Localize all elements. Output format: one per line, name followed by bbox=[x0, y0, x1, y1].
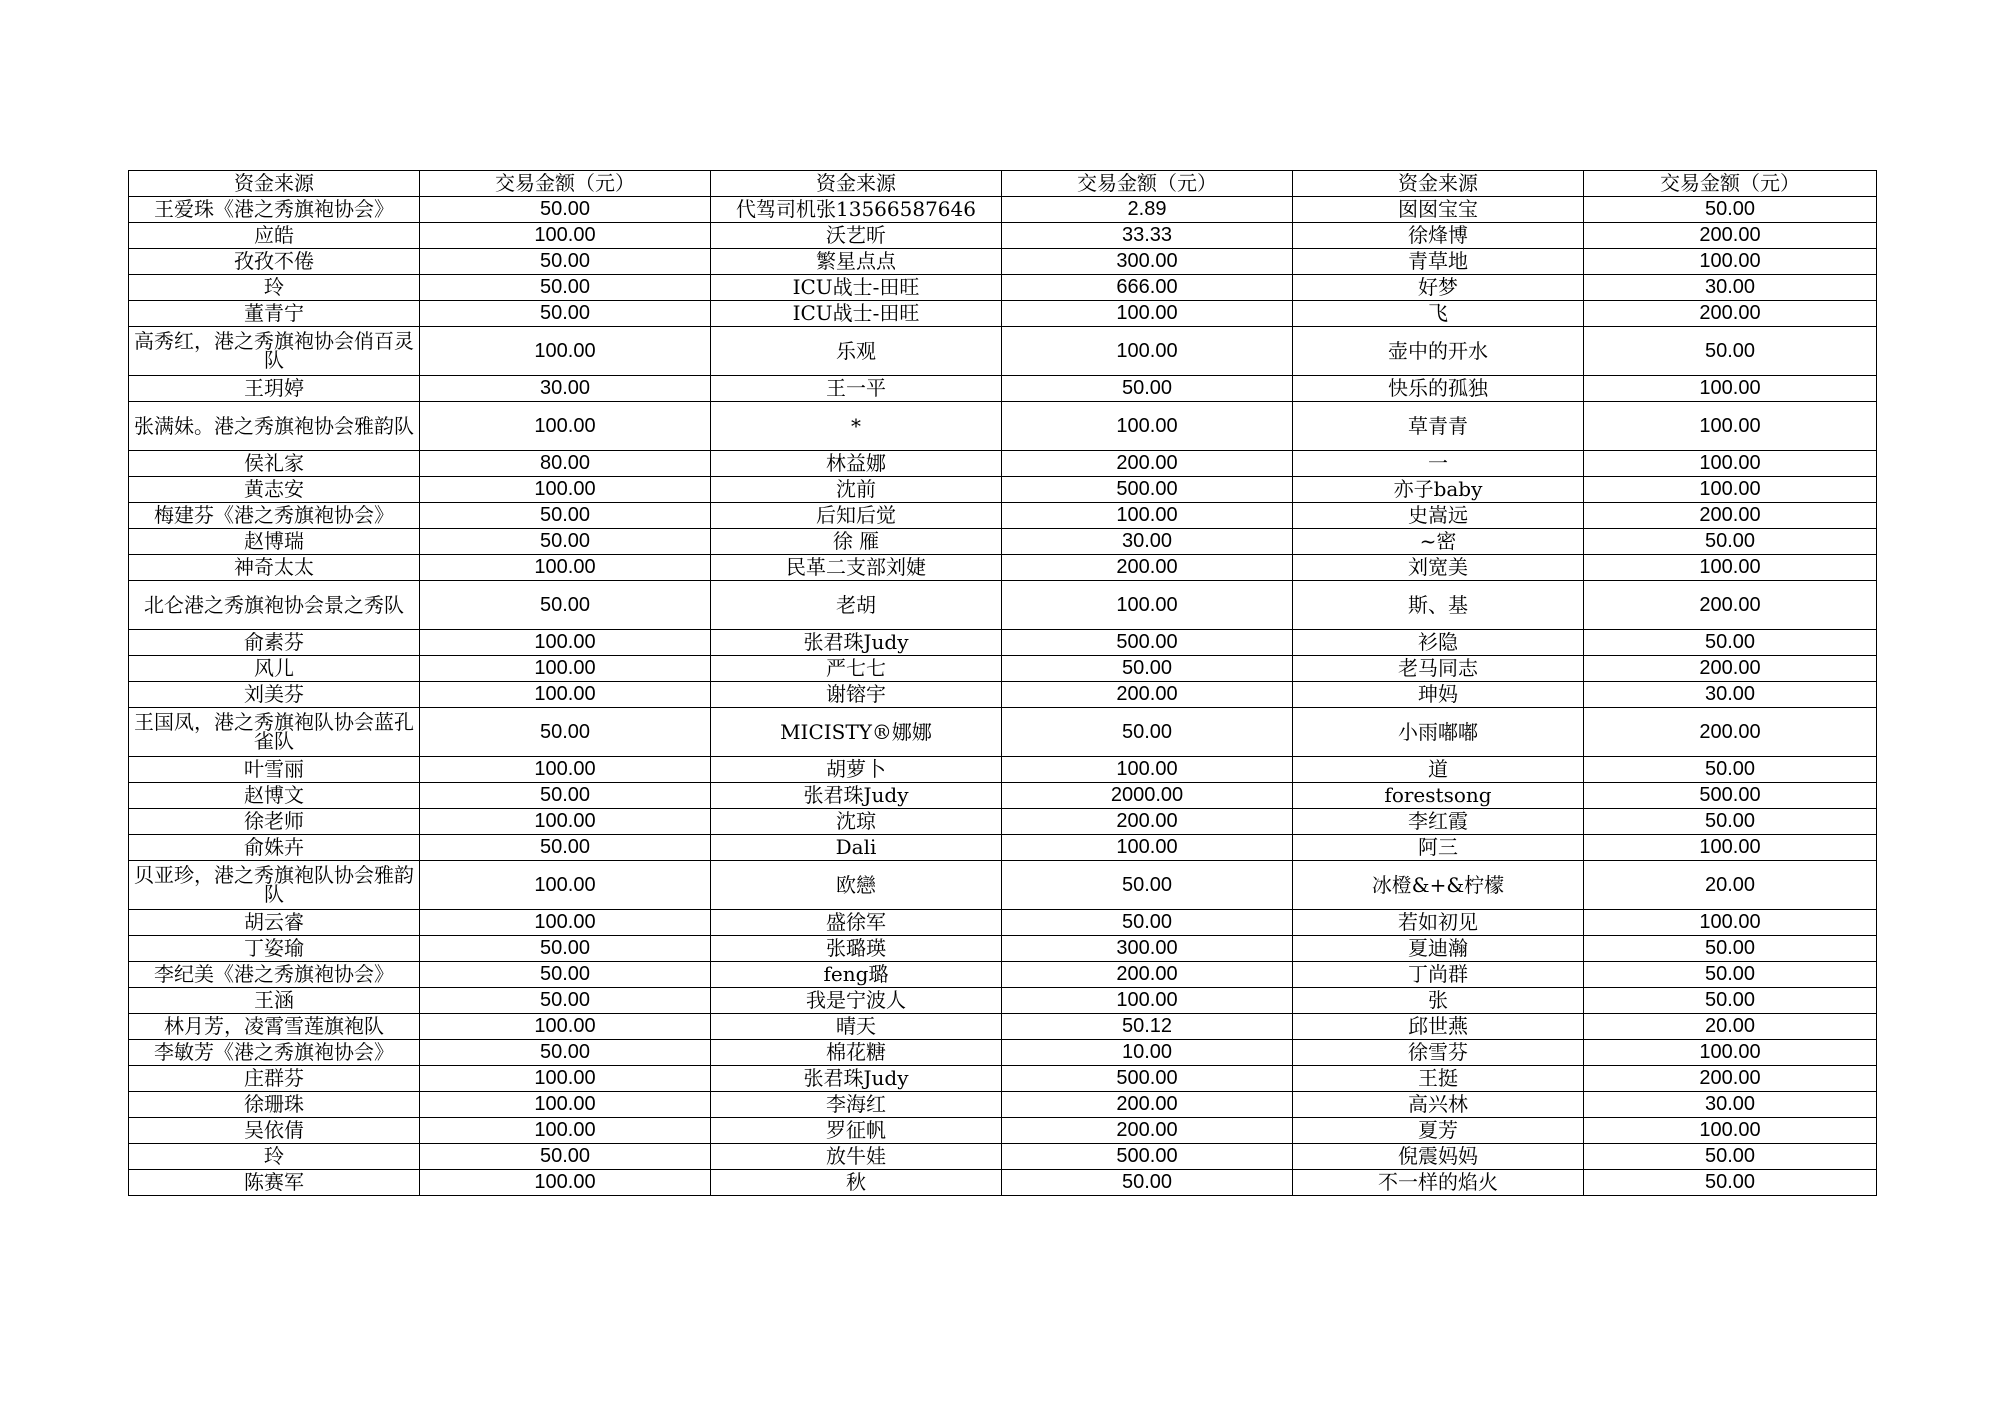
cell-source-2: ICU战士-田旺 bbox=[711, 275, 1002, 301]
header-source-3: 资金来源 bbox=[1293, 171, 1584, 197]
cell-source-2: 乐观 bbox=[711, 327, 1002, 376]
cell-source-1: 神奇太太 bbox=[129, 555, 420, 581]
cell-amount-1: 100.00 bbox=[420, 555, 711, 581]
table-row bbox=[129, 1014, 1877, 1040]
cell-amount-1: 50.00 bbox=[420, 1040, 711, 1066]
cell-amount-2: 100.00 bbox=[1002, 988, 1293, 1014]
table-row bbox=[129, 197, 1877, 223]
cell-amount-2: 50.00 bbox=[1002, 910, 1293, 936]
cell-source-2: 沈琼 bbox=[711, 809, 1002, 835]
cell-amount-3: 30.00 bbox=[1584, 682, 1877, 708]
cell-source-3: 斯、基 bbox=[1293, 581, 1584, 630]
cell-amount-1: 100.00 bbox=[420, 682, 711, 708]
cell-amount-3: 50.00 bbox=[1584, 809, 1877, 835]
cell-source-3: forestsong bbox=[1293, 783, 1584, 809]
cell-amount-3: 100.00 bbox=[1584, 1040, 1877, 1066]
cell-source-1: 贝亚珍，港之秀旗袍队协会雅韵队 bbox=[129, 861, 420, 910]
cell-source-1: 王爱珠《港之秀旗袍协会》 bbox=[129, 197, 420, 223]
cell-source-1: 赵博瑞 bbox=[129, 529, 420, 555]
cell-source-3: 道 bbox=[1293, 757, 1584, 783]
cell-amount-1: 50.00 bbox=[420, 301, 711, 327]
cell-amount-1: 50.00 bbox=[420, 1144, 711, 1170]
cell-amount-3: 50.00 bbox=[1584, 197, 1877, 223]
cell-source-1: 庄群芬 bbox=[129, 1066, 420, 1092]
cell-amount-2: 50.00 bbox=[1002, 1170, 1293, 1196]
table-row bbox=[129, 1092, 1877, 1118]
cell-amount-2: 200.00 bbox=[1002, 1118, 1293, 1144]
cell-source-3: 衫隐 bbox=[1293, 630, 1584, 656]
cell-amount-2: 100.00 bbox=[1002, 757, 1293, 783]
cell-source-2: 沃艺昕 bbox=[711, 223, 1002, 249]
header-amount-1: 交易金额（元） bbox=[420, 171, 711, 197]
cell-amount-3: 200.00 bbox=[1584, 503, 1877, 529]
cell-source-3: 夏迪瀚 bbox=[1293, 936, 1584, 962]
donation-table bbox=[128, 170, 1877, 1196]
cell-source-2: 棉花糖 bbox=[711, 1040, 1002, 1066]
cell-source-1: 吴依倩 bbox=[129, 1118, 420, 1144]
cell-amount-3: 20.00 bbox=[1584, 1014, 1877, 1040]
cell-amount-3: 100.00 bbox=[1584, 1118, 1877, 1144]
table-row bbox=[129, 861, 1877, 910]
header-source-1: 资金来源 bbox=[129, 171, 420, 197]
cell-source-2: MICISTY®娜娜 bbox=[711, 708, 1002, 757]
table-row bbox=[129, 249, 1877, 275]
cell-source-2: 后知后觉 bbox=[711, 503, 1002, 529]
cell-source-2: 繁星点点 bbox=[711, 249, 1002, 275]
cell-amount-1: 100.00 bbox=[420, 477, 711, 503]
cell-source-2: 晴天 bbox=[711, 1014, 1002, 1040]
cell-amount-1: 100.00 bbox=[420, 861, 711, 910]
cell-amount-1: 100.00 bbox=[420, 1066, 711, 1092]
cell-source-1: 梅建芬《港之秀旗袍协会》 bbox=[129, 503, 420, 529]
cell-source-1: 陈赛军 bbox=[129, 1170, 420, 1196]
cell-source-1: 侯礼家 bbox=[129, 451, 420, 477]
cell-source-1: 王涵 bbox=[129, 988, 420, 1014]
cell-amount-2: 50.12 bbox=[1002, 1014, 1293, 1040]
cell-amount-3: 50.00 bbox=[1584, 529, 1877, 555]
cell-source-3: 高兴林 bbox=[1293, 1092, 1584, 1118]
cell-source-1: 张满妹。港之秀旗袍协会雅韵队 bbox=[129, 402, 420, 451]
cell-source-2: 沈前 bbox=[711, 477, 1002, 503]
cell-amount-2: 500.00 bbox=[1002, 630, 1293, 656]
table-row bbox=[129, 1144, 1877, 1170]
cell-source-2: 徐 雁 bbox=[711, 529, 1002, 555]
cell-amount-2: 100.00 bbox=[1002, 835, 1293, 861]
cell-amount-2: 100.00 bbox=[1002, 402, 1293, 451]
cell-source-1: 胡云睿 bbox=[129, 910, 420, 936]
cell-source-1: 李敏芳《港之秀旗袍协会》 bbox=[129, 1040, 420, 1066]
cell-amount-1: 30.00 bbox=[420, 376, 711, 402]
cell-source-3: 亦子baby bbox=[1293, 477, 1584, 503]
cell-amount-2: 200.00 bbox=[1002, 809, 1293, 835]
cell-amount-2: 2.89 bbox=[1002, 197, 1293, 223]
cell-source-1: 高秀红，港之秀旗袍协会俏百灵队 bbox=[129, 327, 420, 376]
cell-source-2: ICU战士-田旺 bbox=[711, 301, 1002, 327]
cell-amount-2: 100.00 bbox=[1002, 581, 1293, 630]
cell-amount-1: 80.00 bbox=[420, 451, 711, 477]
cell-source-1: 叶雪丽 bbox=[129, 757, 420, 783]
cell-source-2: 张君珠Judy bbox=[711, 630, 1002, 656]
cell-amount-2: 666.00 bbox=[1002, 275, 1293, 301]
cell-amount-2: 500.00 bbox=[1002, 477, 1293, 503]
table-row bbox=[129, 936, 1877, 962]
cell-amount-1: 50.00 bbox=[420, 835, 711, 861]
cell-source-2: 秋 bbox=[711, 1170, 1002, 1196]
cell-source-3: 李红霞 bbox=[1293, 809, 1584, 835]
cell-source-2: 欧戀 bbox=[711, 861, 1002, 910]
cell-amount-3: 50.00 bbox=[1584, 1144, 1877, 1170]
cell-amount-1: 50.00 bbox=[420, 962, 711, 988]
cell-amount-3: 100.00 bbox=[1584, 376, 1877, 402]
table-row bbox=[129, 1040, 1877, 1066]
header-amount-2: 交易金额（元） bbox=[1002, 171, 1293, 197]
cell-amount-1: 50.00 bbox=[420, 249, 711, 275]
table-row bbox=[129, 327, 1877, 376]
cell-amount-3: 20.00 bbox=[1584, 861, 1877, 910]
cell-source-2: feng璐 bbox=[711, 962, 1002, 988]
cell-amount-1: 100.00 bbox=[420, 223, 711, 249]
cell-amount-3: 100.00 bbox=[1584, 555, 1877, 581]
cell-amount-1: 50.00 bbox=[420, 275, 711, 301]
table-row bbox=[129, 503, 1877, 529]
cell-source-3: 徐烽博 bbox=[1293, 223, 1584, 249]
cell-source-1: 玲 bbox=[129, 275, 420, 301]
cell-source-2: 李海红 bbox=[711, 1092, 1002, 1118]
cell-source-3: 小雨嘟嘟 bbox=[1293, 708, 1584, 757]
cell-amount-1: 50.00 bbox=[420, 529, 711, 555]
cell-source-2: 张君珠Judy bbox=[711, 1066, 1002, 1092]
cell-amount-3: 100.00 bbox=[1584, 835, 1877, 861]
cell-source-3: 徐雪芬 bbox=[1293, 1040, 1584, 1066]
cell-source-1: 王国凤，港之秀旗袍队协会蓝孔雀队 bbox=[129, 708, 420, 757]
cell-amount-1: 50.00 bbox=[420, 581, 711, 630]
cell-amount-1: 50.00 bbox=[420, 708, 711, 757]
cell-source-3: 囡囡宝宝 bbox=[1293, 197, 1584, 223]
cell-amount-3: 50.00 bbox=[1584, 1170, 1877, 1196]
cell-amount-1: 100.00 bbox=[420, 1118, 711, 1144]
header-row bbox=[129, 171, 1877, 197]
cell-amount-2: 300.00 bbox=[1002, 249, 1293, 275]
cell-source-1: 董青宁 bbox=[129, 301, 420, 327]
cell-source-3: 好梦 bbox=[1293, 275, 1584, 301]
cell-source-1: 风儿 bbox=[129, 656, 420, 682]
cell-source-1: 王玥婷 bbox=[129, 376, 420, 402]
cell-amount-3: 100.00 bbox=[1584, 451, 1877, 477]
table-row bbox=[129, 529, 1877, 555]
cell-amount-2: 2000.00 bbox=[1002, 783, 1293, 809]
cell-source-3: 王挺 bbox=[1293, 1066, 1584, 1092]
cell-amount-3: 200.00 bbox=[1584, 656, 1877, 682]
table-row bbox=[129, 630, 1877, 656]
cell-amount-3: 50.00 bbox=[1584, 757, 1877, 783]
cell-source-2: 严七七 bbox=[711, 656, 1002, 682]
cell-amount-3: 100.00 bbox=[1584, 249, 1877, 275]
cell-amount-3: 500.00 bbox=[1584, 783, 1877, 809]
cell-amount-1: 100.00 bbox=[420, 1092, 711, 1118]
cell-source-2: 盛徐军 bbox=[711, 910, 1002, 936]
table-row bbox=[129, 1118, 1877, 1144]
table-row bbox=[129, 988, 1877, 1014]
cell-source-1: 北仑港之秀旗袍协会景之秀队 bbox=[129, 581, 420, 630]
cell-amount-2: 200.00 bbox=[1002, 962, 1293, 988]
cell-amount-3: 200.00 bbox=[1584, 708, 1877, 757]
cell-amount-2: 10.00 bbox=[1002, 1040, 1293, 1066]
cell-source-3: 若如初见 bbox=[1293, 910, 1584, 936]
table-row bbox=[129, 656, 1877, 682]
cell-amount-2: 200.00 bbox=[1002, 682, 1293, 708]
cell-amount-2: 300.00 bbox=[1002, 936, 1293, 962]
cell-source-3: 刘宽美 bbox=[1293, 555, 1584, 581]
cell-amount-3: 200.00 bbox=[1584, 223, 1877, 249]
cell-amount-2: 100.00 bbox=[1002, 503, 1293, 529]
cell-source-2: Dali bbox=[711, 835, 1002, 861]
table-row bbox=[129, 809, 1877, 835]
table-row bbox=[129, 910, 1877, 936]
cell-amount-3: 200.00 bbox=[1584, 1066, 1877, 1092]
table-row bbox=[129, 962, 1877, 988]
cell-amount-3: 50.00 bbox=[1584, 936, 1877, 962]
cell-source-1: 黄志安 bbox=[129, 477, 420, 503]
cell-source-2: 我是宁波人 bbox=[711, 988, 1002, 1014]
cell-amount-2: 33.33 bbox=[1002, 223, 1293, 249]
cell-amount-3: 50.00 bbox=[1584, 327, 1877, 376]
table-row bbox=[129, 301, 1877, 327]
table-row bbox=[129, 451, 1877, 477]
cell-amount-1: 50.00 bbox=[420, 936, 711, 962]
table-row bbox=[129, 223, 1877, 249]
cell-amount-2: 500.00 bbox=[1002, 1066, 1293, 1092]
cell-source-1: 徐老师 bbox=[129, 809, 420, 835]
cell-source-3: ~密 bbox=[1293, 529, 1584, 555]
cell-source-2: 林益娜 bbox=[711, 451, 1002, 477]
table-row bbox=[129, 757, 1877, 783]
cell-amount-1: 50.00 bbox=[420, 197, 711, 223]
cell-amount-2: 200.00 bbox=[1002, 555, 1293, 581]
table-row bbox=[129, 376, 1877, 402]
cell-amount-2: 50.00 bbox=[1002, 708, 1293, 757]
cell-source-3: 珅妈 bbox=[1293, 682, 1584, 708]
cell-source-3: 飞 bbox=[1293, 301, 1584, 327]
cell-source-2: 张君珠Judy bbox=[711, 783, 1002, 809]
cell-amount-3: 30.00 bbox=[1584, 275, 1877, 301]
cell-source-3: 阿三 bbox=[1293, 835, 1584, 861]
table-row bbox=[129, 402, 1877, 451]
table-row bbox=[129, 275, 1877, 301]
cell-amount-3: 100.00 bbox=[1584, 477, 1877, 503]
cell-source-2: * bbox=[711, 402, 1002, 451]
cell-amount-1: 50.00 bbox=[420, 783, 711, 809]
cell-amount-1: 100.00 bbox=[420, 1014, 711, 1040]
cell-source-1: 玲 bbox=[129, 1144, 420, 1170]
cell-amount-2: 50.00 bbox=[1002, 376, 1293, 402]
cell-amount-1: 100.00 bbox=[420, 757, 711, 783]
cell-source-2: 胡萝卜 bbox=[711, 757, 1002, 783]
table-row bbox=[129, 835, 1877, 861]
cell-source-2: 王一平 bbox=[711, 376, 1002, 402]
cell-source-3: 倪震妈妈 bbox=[1293, 1144, 1584, 1170]
cell-source-3: 壶中的开水 bbox=[1293, 327, 1584, 376]
cell-amount-2: 100.00 bbox=[1002, 327, 1293, 376]
cell-amount-3: 30.00 bbox=[1584, 1092, 1877, 1118]
cell-source-1: 徐珊珠 bbox=[129, 1092, 420, 1118]
cell-source-3: 邱世燕 bbox=[1293, 1014, 1584, 1040]
cell-source-1: 孜孜不倦 bbox=[129, 249, 420, 275]
cell-source-3: 不一样的焰火 bbox=[1293, 1170, 1584, 1196]
cell-amount-3: 100.00 bbox=[1584, 910, 1877, 936]
table-row bbox=[129, 1170, 1877, 1196]
cell-amount-2: 200.00 bbox=[1002, 451, 1293, 477]
cell-source-1: 俞素芬 bbox=[129, 630, 420, 656]
cell-source-1: 俞姝卉 bbox=[129, 835, 420, 861]
cell-source-3: 丁尚群 bbox=[1293, 962, 1584, 988]
cell-source-2: 代驾司机张13566587646 bbox=[711, 197, 1002, 223]
cell-source-3: 老马同志 bbox=[1293, 656, 1584, 682]
cell-amount-3: 200.00 bbox=[1584, 301, 1877, 327]
cell-source-2: 民革二支部刘婕 bbox=[711, 555, 1002, 581]
cell-amount-1: 100.00 bbox=[420, 1170, 711, 1196]
table-row bbox=[129, 783, 1877, 809]
cell-source-1: 丁姿瑜 bbox=[129, 936, 420, 962]
cell-source-1: 应皓 bbox=[129, 223, 420, 249]
table-row bbox=[129, 477, 1877, 503]
cell-amount-3: 50.00 bbox=[1584, 630, 1877, 656]
cell-amount-2: 50.00 bbox=[1002, 861, 1293, 910]
cell-amount-3: 100.00 bbox=[1584, 402, 1877, 451]
cell-amount-2: 100.00 bbox=[1002, 301, 1293, 327]
cell-source-2: 谢镕宇 bbox=[711, 682, 1002, 708]
cell-amount-1: 100.00 bbox=[420, 656, 711, 682]
cell-amount-3: 200.00 bbox=[1584, 581, 1877, 630]
cell-source-2: 放牛娃 bbox=[711, 1144, 1002, 1170]
header-amount-3: 交易金额（元） bbox=[1584, 171, 1877, 197]
cell-source-3: 快乐的孤独 bbox=[1293, 376, 1584, 402]
cell-amount-1: 100.00 bbox=[420, 809, 711, 835]
cell-amount-1: 50.00 bbox=[420, 503, 711, 529]
cell-source-1: 刘美芬 bbox=[129, 682, 420, 708]
cell-amount-1: 50.00 bbox=[420, 988, 711, 1014]
cell-source-3: 草青青 bbox=[1293, 402, 1584, 451]
cell-source-1: 赵博文 bbox=[129, 783, 420, 809]
header-source-2: 资金来源 bbox=[711, 171, 1002, 197]
cell-amount-1: 100.00 bbox=[420, 402, 711, 451]
cell-source-1: 林月芳，凌霄雪莲旗袍队 bbox=[129, 1014, 420, 1040]
cell-amount-2: 50.00 bbox=[1002, 656, 1293, 682]
cell-source-3: 史嵩远 bbox=[1293, 503, 1584, 529]
table-row bbox=[129, 708, 1877, 757]
cell-source-3: 青草地 bbox=[1293, 249, 1584, 275]
cell-source-1: 李纪美《港之秀旗袍协会》 bbox=[129, 962, 420, 988]
table-row bbox=[129, 581, 1877, 630]
cell-amount-2: 200.00 bbox=[1002, 1092, 1293, 1118]
cell-source-2: 罗征帆 bbox=[711, 1118, 1002, 1144]
cell-source-3: 张 bbox=[1293, 988, 1584, 1014]
cell-amount-3: 50.00 bbox=[1584, 962, 1877, 988]
cell-source-2: 老胡 bbox=[711, 581, 1002, 630]
cell-amount-1: 100.00 bbox=[420, 327, 711, 376]
cell-source-3: 一 bbox=[1293, 451, 1584, 477]
table-row bbox=[129, 1066, 1877, 1092]
table-row bbox=[129, 682, 1877, 708]
table-row bbox=[129, 555, 1877, 581]
cell-source-3: 冰橙&+&柠檬 bbox=[1293, 861, 1584, 910]
cell-amount-2: 30.00 bbox=[1002, 529, 1293, 555]
cell-source-3: 夏芳 bbox=[1293, 1118, 1584, 1144]
cell-amount-1: 100.00 bbox=[420, 910, 711, 936]
cell-amount-3: 50.00 bbox=[1584, 988, 1877, 1014]
cell-amount-1: 100.00 bbox=[420, 630, 711, 656]
cell-source-2: 张璐瑛 bbox=[711, 936, 1002, 962]
cell-amount-2: 500.00 bbox=[1002, 1144, 1293, 1170]
